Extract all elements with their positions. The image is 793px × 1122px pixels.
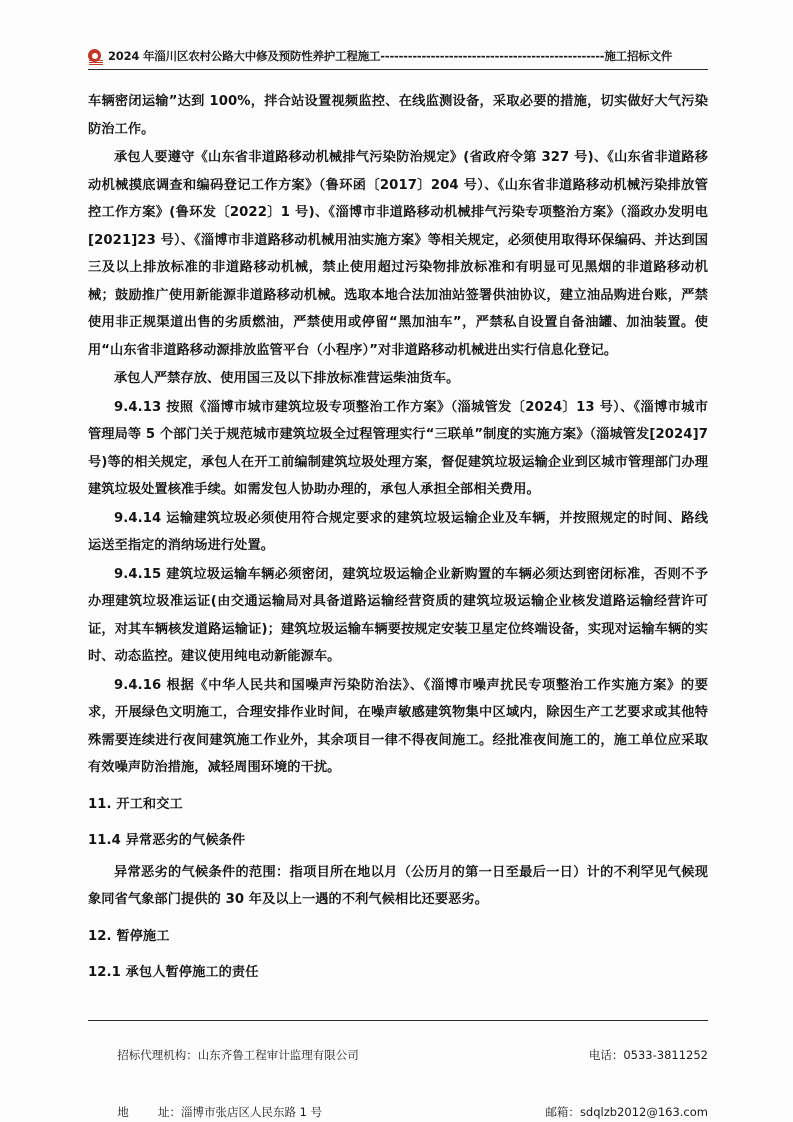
footer-address-value: 淄博市张店区人民东路 1 号	[181, 1105, 323, 1119]
footer-phone	[560, 1027, 708, 1084]
page-content	[88, 48, 708, 990]
paragraph-9-4-13: 9.4.13 按照《淄博市城市建筑垃圾专项整治工作方案》（淄城管发〔2024〕13 号）、《淄博市城市管理局等 5 个部门关于规范城市建筑垃圾全过程管理实行“三联单”制度的实施方案》（淄城管发[2024]7 号)等的相关规定，承包人在开工前编制建筑垃圾处理方案，督促建筑垃圾运输企业到区城市管理部门办理建筑垃圾处置核准手续。如需发包人协助办理的，承包人承担全部相关费用。	[88, 399, 708, 497]
footer-email	[516, 1084, 708, 1122]
paragraph-diesel-vehicles: 承包人严禁存放、使用国三及以下排放标准营运柴油货车。	[114, 371, 460, 386]
header-title: 2024 年淄川区农村公路大中修及预防性养护工程施工-------------------------------------------------施工招标文件	[108, 49, 673, 63]
page-header	[88, 48, 708, 70]
red-circle-emblem-icon	[88, 49, 104, 63]
heading-12-suspension: 12. 暂停施工	[88, 928, 170, 944]
footer-row-address	[88, 1084, 708, 1122]
paragraph-adverse-weather-scope: 异常恶劣的气候条件的范围：指项目所在地以月（公历月的第一日至最后一日）计的不利罕见气候现象同省气象部门提供的 30 年及以上一遇的不利气候相比还要恶劣。	[88, 864, 708, 907]
paragraph-nonroad-machinery: 承包人要遵守《山东省非道路移动机械排气污染防治规定》(省政府令第 327 号)、《山东省非道路移动机械摸底调查和编码登记工作方案》（鲁环函〔2017〕204 号）、《山东省非道路移动机械污染排放管控工作方案》(鲁环发〔2022〕1 号)、《淄博市非道路移动机械排气污染专项整治方案》（淄政办发明电[2021]23 号）、《淄博市非道路移动机械用油实施方案》等相关规定，必须使用取得环保编码、并达到国三及以上排放标准的非道路移动机械，禁止使用超过污染物排放标准和有明显可见黑烟的非道路移动机械；鼓励推广使用新能源非道路移动机械。选取本地合法加油站签署供油协议，建立油品购进台账，严禁使用非正规渠道出售的劣质燃油，严禁使用或停留“黑加油车”，严禁私自设置自备油罐、加油装置。使用“山东省非道路移动源排放监管平台（小程序）”对非道路移动机械进出实行信息化登记。	[88, 150, 708, 358]
footer-agency-value: 山东齐鲁工程审计监理有限公司	[197, 1048, 359, 1062]
footer-email-value: sdqlzb2012@163.com	[579, 1105, 708, 1119]
paragraph-9-4-16: 9.4.16 根据《中华人民共和国噪声污染防治法》、《淄博市噪声扰民专项整治工作实施方案》的要求，开展绿色文明施工，合理安排作业时间，在噪声敏感建筑物集中区域内，除因生产工艺要求或其他特殊需要连续进行夜间建筑施工作业外，其余项目一律不得夜间施工。经批准夜间施工的，施工单位应采取有效噪声防治措施，减轻周围环境的干扰。	[88, 677, 708, 775]
heading-11-4-adverse-weather: 11.4 异常恶劣的气候条件	[88, 833, 246, 848]
footer-agency-label: 招标代理机构：	[117, 1048, 198, 1062]
document-body	[88, 88, 708, 987]
heading-11-start-and-handover: 11. 开工和交工	[88, 796, 183, 812]
page-footer	[88, 1020, 708, 1122]
heading-12-1-contractor-responsibility: 12.1 承包人暂停施工的责任	[88, 965, 259, 980]
footer-agency	[88, 1027, 359, 1084]
footer-row-agency	[88, 1027, 708, 1084]
footer-address	[88, 1084, 322, 1122]
footer-email-label: 邮箱：	[545, 1105, 580, 1119]
footer-phone-value: 0533-3811252	[623, 1048, 708, 1062]
footer-address-label: 地 址：	[117, 1105, 181, 1119]
footer-phone-label: 电话：	[588, 1048, 624, 1062]
paragraph-9-4-14: 9.4.14 运输建筑垃圾必须使用符合规定要求的建筑垃圾运输企业及车辆，并按照规定的时间、路线运送至指定的消纳场进行处置。	[88, 510, 708, 553]
paragraph-9-4-15: 9.4.15 建筑垃圾运输车辆必须密闭，建筑垃圾运输企业新购置的车辆必须达到密闭标准，否则不予办理建筑垃圾准运证(由交通运输局对具备道路运输经营资质的建筑垃圾运输企业核发道路运输经营许可证，对其车辆核发道路运输证)；建筑垃圾运输车辆要按规定安装卫星定位终端设备，实现对运输车辆的实时、动态监控。建议使用纯电动新能源车。	[88, 566, 708, 664]
paragraph-continuation: 车辆密闭运输”达到 100%，拌合站设置视频监控、在线监测设备，采取必要的措施，切实做好大气污染防治工作。	[88, 94, 708, 137]
